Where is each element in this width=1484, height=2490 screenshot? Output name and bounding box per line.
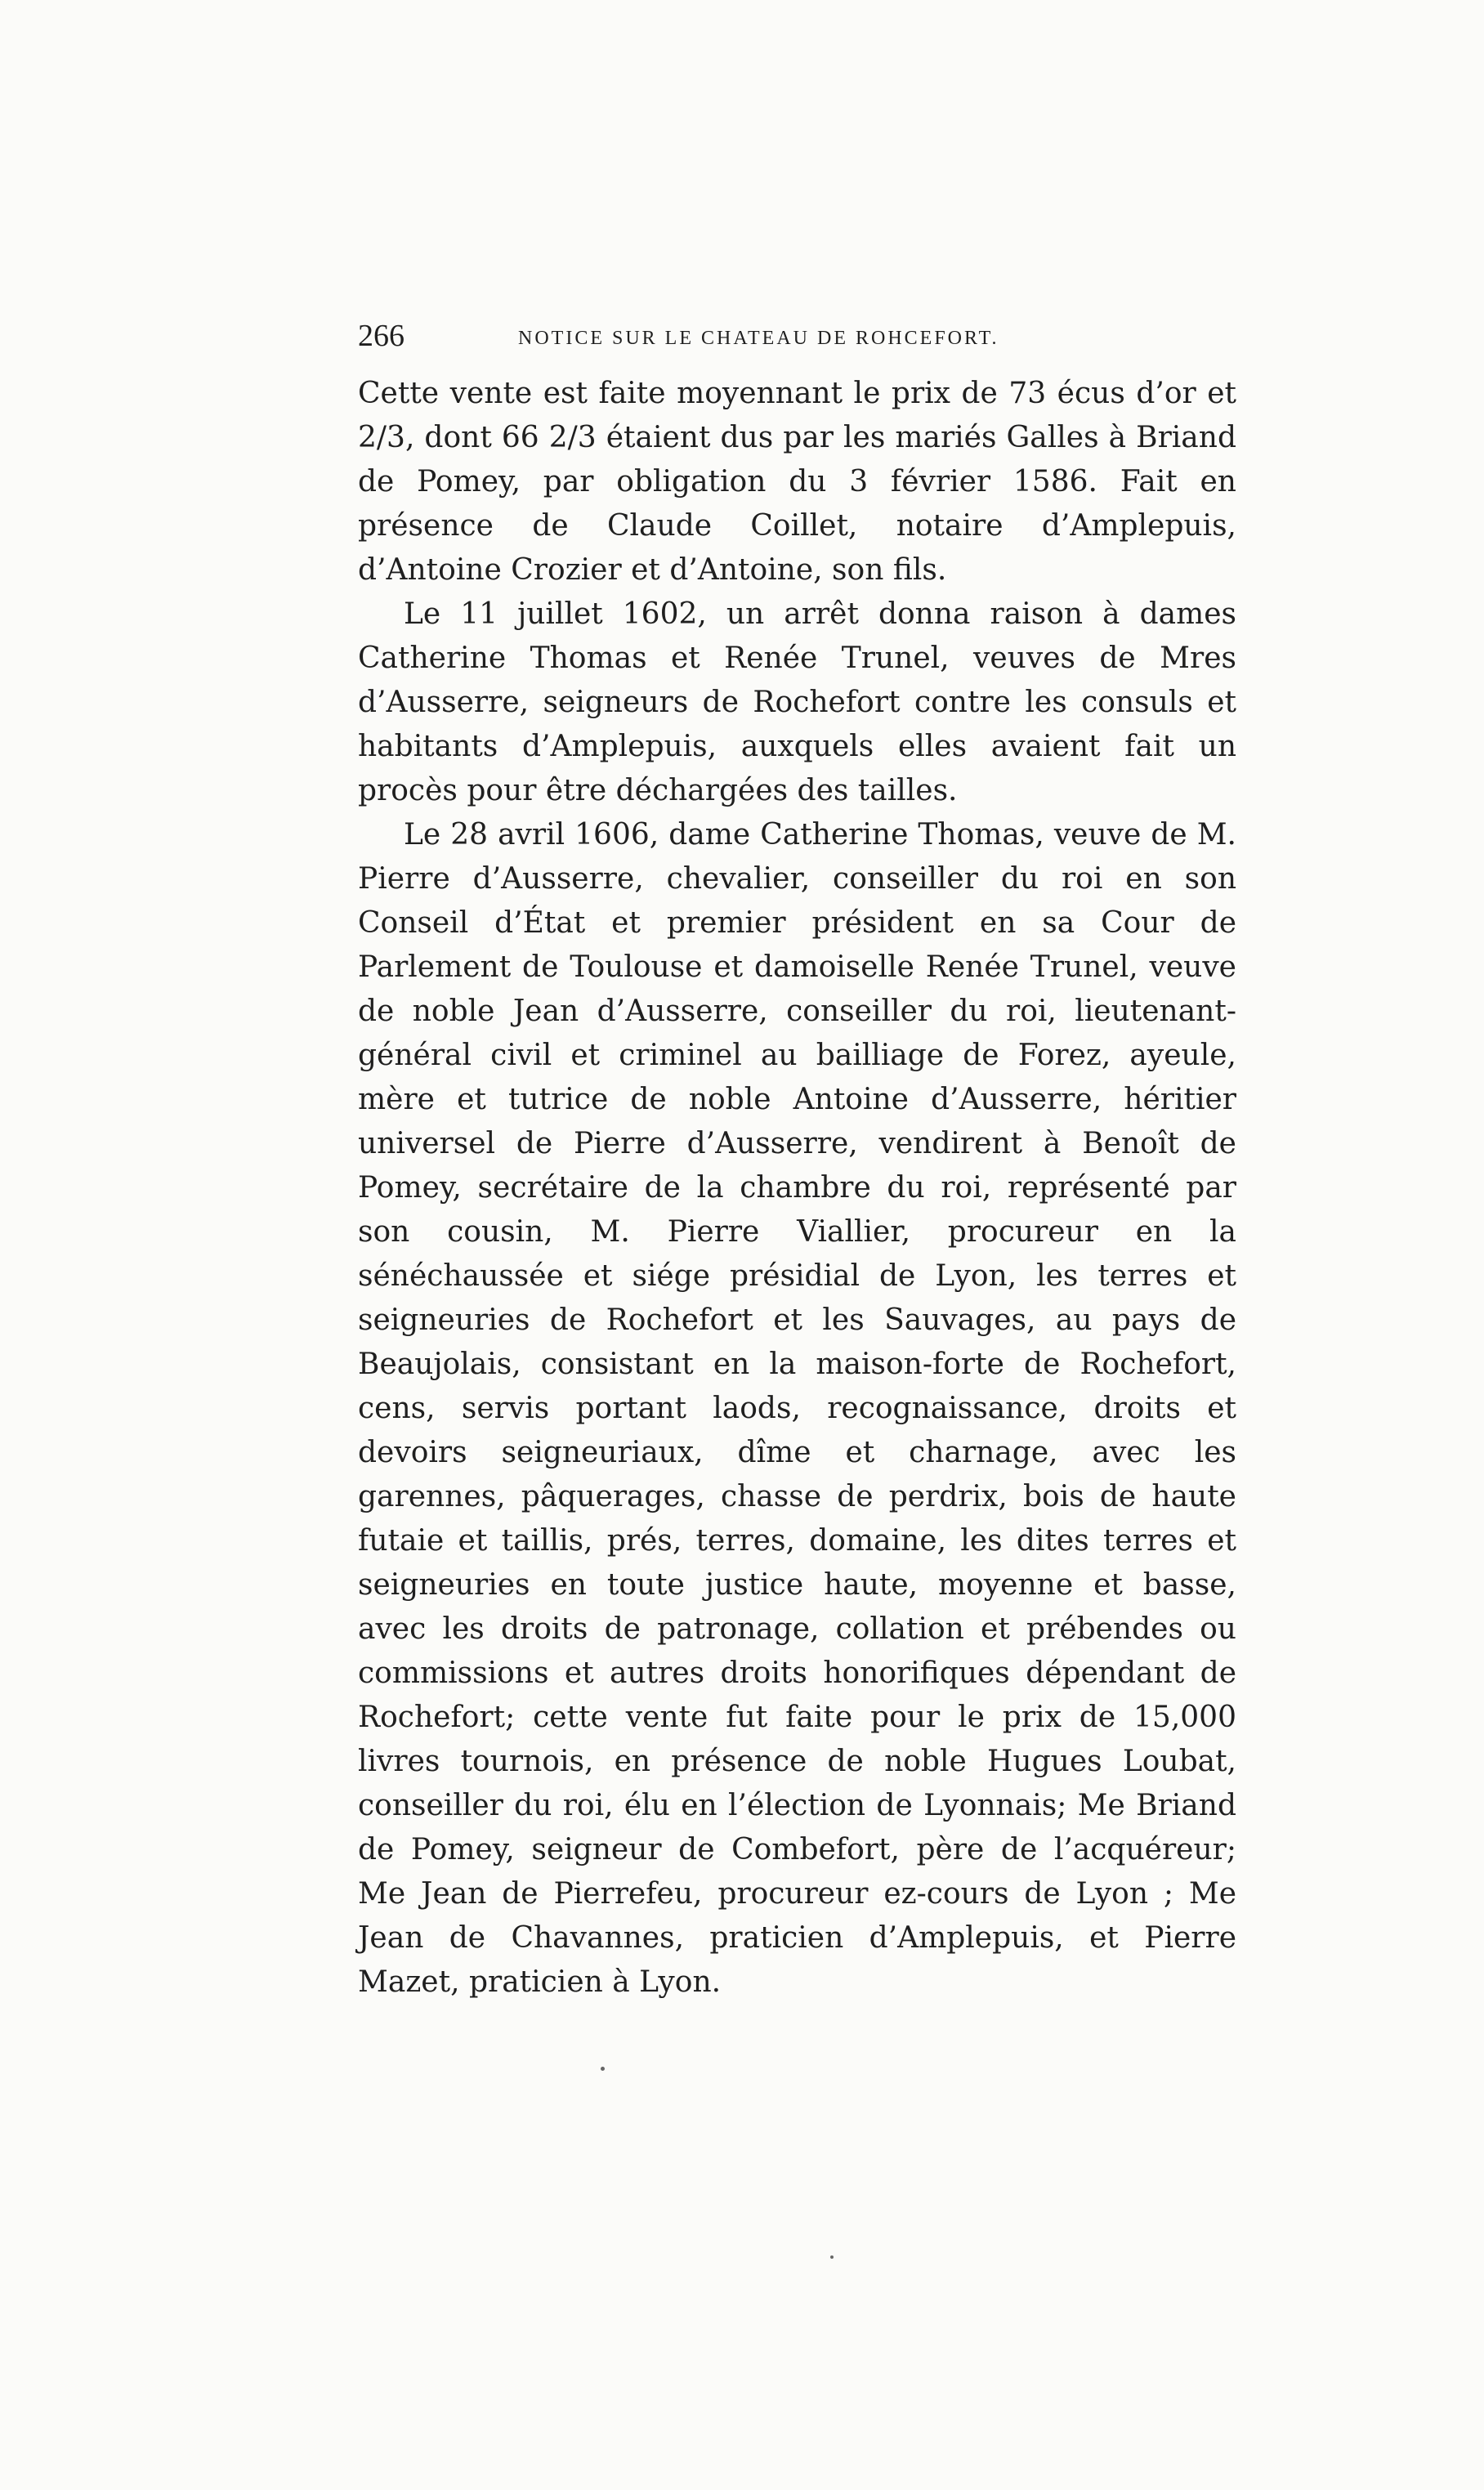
paragraph-1: Cette vente est faite moyennant le prix de 73 écus d’or et 2/3, dont 66 2/3 étaient dus par les mariés Galles à Briand de Pomey, par obligation du 3 février 1586. Fait en présence de Claude Coillet, notaire d’Amplepuis, d’Antoine Crozier et d’Antoine, son fils. (358, 377, 1236, 587)
page-number: 266 (358, 319, 405, 353)
page-header (358, 320, 1236, 361)
paragraph-2: Le 11 juillet 1602, un arrêt donna raison à dames Catherine Thomas et Renée Trunel, veuves de Mres d’Ausserre, seigneurs de Rochefort contre les consuls et habitants d’Amplepuis, auxquels elles avaient fait un procès pour être déchargées des tailles. (358, 597, 1236, 807)
running-title: NOTICE SUR LE CHATEAU DE ROHCEFORT. (518, 328, 999, 349)
body-text (358, 372, 1236, 2005)
paper-speck (830, 2255, 834, 2259)
paragraph-3: Le 28 avril 1606, dame Catherine Thomas, veuve de M. Pierre d’Ausserre, chevalier, conseiller du roi en son Conseil d’État et premier président en sa Cour de Parlement de Toulouse et damoiselle Renée Trunel, veuve de noble Jean d’Ausserre, conseiller du roi, lieutenant-général civil et criminel au bailliage de Forez, ayeule, mère et tutrice de noble Antoine d’Ausserre, héritier universel de Pierre d’Ausserre, vendirent à Benoît de Pomey, secrétaire de la chambre du roi, représenté par son cousin, M. Pierre Viallier, procureur en la sénéchaussée et siége présidial de Lyon, les terres et seigneuries de Rochefort et les Sauvages, au pays de Beaujolais, consistant en la maison-forte de Rochefort, cens, servis portant laods, recognaissance, droits et devoirs seigneuriaux, dîme et charnage, avec les garennes, pâquerages, chasse de perdrix, bois de haute futaie et taillis, prés, terres, domaine, les dites terres et seigneuries en toute justice haute, moyenne et basse, avec les droits de patronage, collation et prébendes ou commissions et autres droits honorifiques dépendant de Rochefort; cette vente fut faite pour le prix de 15,000 livres tournois, en présence de noble Hugues Loubat, conseiller du roi, élu en l’élection de Lyonnais; Me Briand de Pomey, seigneur de Combefort, père de l’acquéreur; Me Jean de Pierrefeu, procureur ez-cours de Lyon ; Me Jean de Chavannes, praticien d’Amplepuis, et Pierre Mazet, praticien à Lyon. (358, 818, 1236, 1999)
paper-speck (601, 2067, 605, 2071)
